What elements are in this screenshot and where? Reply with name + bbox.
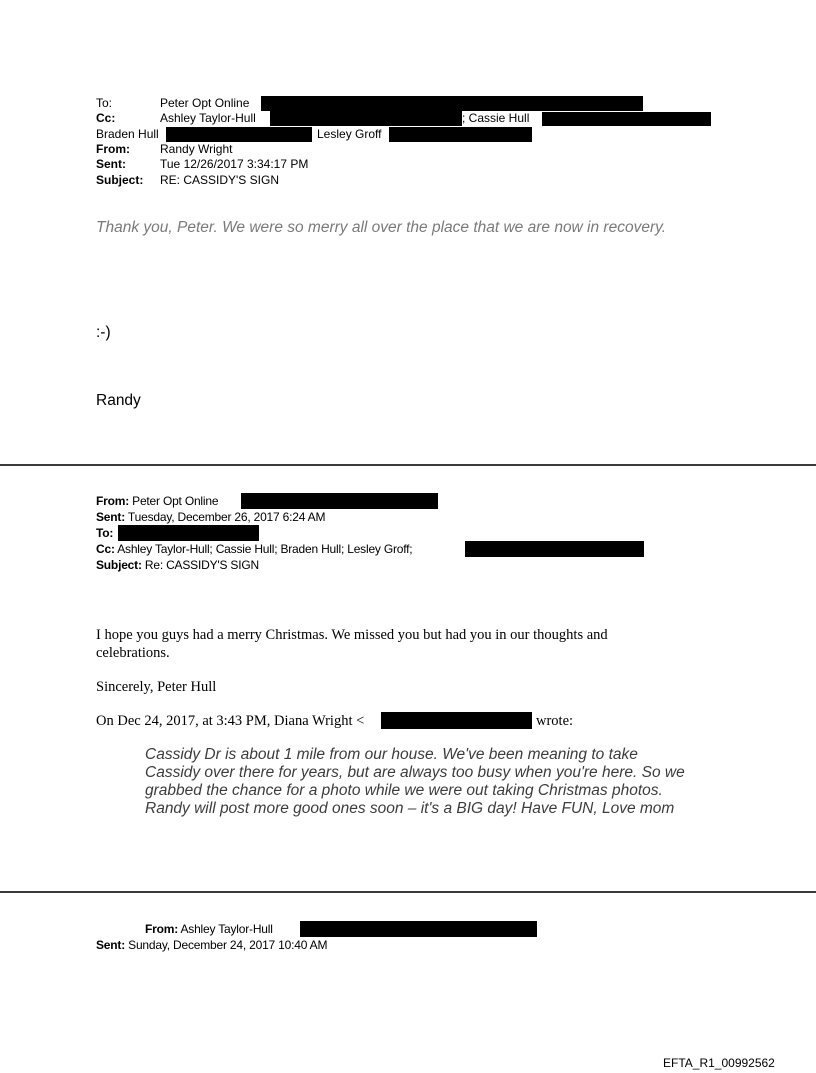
cc-line <box>96 541 412 557</box>
sent-value: Tuesday, December 26, 2017 6:24 AM <box>125 510 326 524</box>
redaction-bar <box>166 127 312 142</box>
message-body-1: Thank you, Peter. We were so merry all over the place that we are now in recovery. <box>96 219 667 236</box>
from-line <box>145 921 273 937</box>
sent-value: Sunday, December 24, 2017 10:40 AM <box>125 938 328 952</box>
redaction-bar <box>389 127 532 142</box>
sent-label: Sent: <box>96 938 126 952</box>
from-value: Randy Wright <box>160 142 233 156</box>
subject-line <box>96 557 259 573</box>
from-label: From: <box>96 142 130 156</box>
from-value: Peter Opt Online <box>129 494 219 508</box>
cc-label: Cc: <box>96 542 115 556</box>
quote-intro-wrote: wrote: <box>536 713 574 729</box>
cc-value: Ashley Taylor-Hull <box>160 111 256 125</box>
signoff: Sincerely, Peter Hull <box>96 679 217 695</box>
redaction-bar <box>241 493 438 509</box>
sent-value: Tue 12/26/2017 3:34:17 PM <box>160 157 309 171</box>
sent-line <box>96 509 325 525</box>
cc-line2-a: Braden Hull <box>96 127 159 141</box>
redaction-bar <box>300 921 537 937</box>
redaction-bar <box>118 525 259 541</box>
sent-label: Sent: <box>96 157 126 171</box>
redaction-bar <box>261 96 643 111</box>
redaction-bar <box>381 712 532 729</box>
message-body-2-line1: I hope you guys had a merry Christmas. We missed you but had you in our thoughts and <box>96 627 608 643</box>
message-body-2-line2: celebrations. <box>96 645 170 661</box>
to-value: Peter Opt Online <box>160 96 250 110</box>
sent-label: Sent: <box>96 510 126 524</box>
to-label: To: <box>96 526 114 540</box>
cc-value-2: ; Cassie Hull <box>462 111 530 125</box>
divider <box>0 464 816 466</box>
cc-label: Cc: <box>96 111 116 125</box>
from-line <box>96 493 218 509</box>
redaction-bar <box>542 112 711 126</box>
subject-label: Subject: <box>96 558 142 572</box>
smiley-text: :-) <box>96 324 111 341</box>
to-label: To: <box>96 96 113 110</box>
from-value: Ashley Taylor-Hull <box>178 922 273 936</box>
subject-value: Re: CASSIDY'S SIGN <box>141 558 259 572</box>
from-label: From: <box>96 494 129 508</box>
redaction-bar <box>465 541 644 557</box>
redaction-bar <box>270 111 462 126</box>
document-id: EFTA_R1_00992562 <box>663 1056 775 1070</box>
cc-line2-b: Lesley Groff <box>317 127 382 141</box>
cc-value: Ashley Taylor-Hull; Cassie Hull; Braden Hull; Lesley Groff; <box>114 542 413 556</box>
subject-value: RE: CASSIDY'S SIGN <box>160 173 279 187</box>
signature: Randy <box>96 392 141 409</box>
to-line <box>96 525 113 541</box>
from-label: From: <box>145 922 178 936</box>
quote-intro: On Dec 24, 2017, at 3:43 PM, Diana Wright < <box>96 713 365 729</box>
subject-label: Subject: <box>96 173 144 187</box>
sent-line <box>96 937 327 953</box>
quoted-message: Cassidy Dr is about 1 mile from our house. We've been meaning to take Cassidy over there for years, but are always too busy when you're here. So we grabbed the chance for a photo while we were out taking Christmas photos. Randy will post more good ones soon – it's a BIG day! Have FUN, Love mom <box>145 746 685 817</box>
divider <box>0 891 816 893</box>
